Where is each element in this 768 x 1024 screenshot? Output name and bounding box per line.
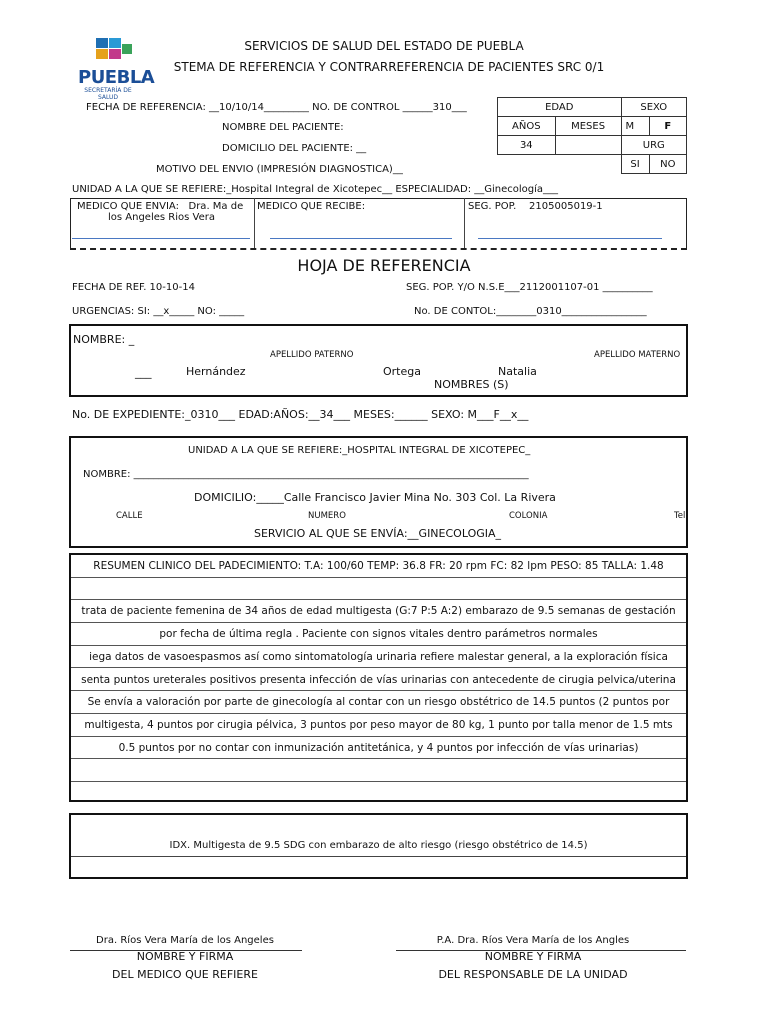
firma-left-name: Dra. Ríos Vera María de los Angeles xyxy=(96,935,274,946)
no-control: No. DE CONTOL:________0310_________________ xyxy=(414,306,647,317)
motivo-envio-label: MOTIVO DEL ENVIO (IMPRESIÓN DIAGNOSTICA)__ xyxy=(156,164,403,175)
urg-si: SI xyxy=(621,155,649,174)
firma-left-label1: NOMBRE Y FIRMA xyxy=(136,950,234,963)
resumen-text: por fecha de última regla . Paciente con signos vitales dentro parámetros normales xyxy=(159,628,598,641)
medico-envia-name: los Angeles Rios Vera xyxy=(108,212,215,223)
resumen-text: senta puntos ureterales positivos presenta infección de vías urinarias con antecedente de cirugia pelvica/uterina xyxy=(81,673,676,686)
resumen-text: iega datos de vasoespasmos así como sintomatología urinaria refiere malestar general, a la exploración física xyxy=(89,650,668,663)
sexo-header: SEXO xyxy=(621,98,686,117)
resumen-row xyxy=(71,759,686,782)
apellido-paterno: Hernández xyxy=(186,365,246,378)
apellido-materno-label: APELLIDO MATERNO xyxy=(594,350,681,360)
apellido-materno: Ortega xyxy=(383,365,421,378)
fecha-referencia: FECHA DE REFERENCIA: __10/10/14_________ NO. DE CONTROL ______310___ xyxy=(86,102,467,113)
nombre-box xyxy=(69,324,688,397)
firma-left-label2: DEL MEDICO QUE REFIERE xyxy=(112,968,258,981)
resumen-text: multigesta, 4 puntos por cirugia pélvica, 3 puntos por peso mayor de 80 kg, 1 punto por talla menor de 1.5 mts xyxy=(84,718,673,731)
meses-header: MESES xyxy=(555,117,621,136)
edad-header: EDAD xyxy=(498,98,622,117)
resumen-row xyxy=(71,691,686,714)
anos-value: 34 xyxy=(498,136,556,155)
medico-recibe-label: MEDICO QUE RECIBE: xyxy=(257,201,366,212)
resumen-text: RESUMEN CLINICO DEL PADECIMIENTO: T.A: 100/60 TEMP: 36.8 FR: 20 rpm FC: 82 lpm PESO: 85 TALLA: 1.48 xyxy=(93,560,664,572)
logo-word: PUEBLA xyxy=(78,67,155,88)
anos-header: AÑOS xyxy=(498,117,556,136)
nombre-label: NOMBRE: _ xyxy=(73,333,135,346)
resumen-row xyxy=(71,646,686,669)
urg-header: URG xyxy=(621,136,686,155)
medico-envia-label: MEDICO QUE ENVIA: Dra. Ma de xyxy=(77,201,244,212)
unidad-nombre: NOMBRE: _______________________________________________________________________________ xyxy=(83,469,529,480)
calle-label: CALLE xyxy=(116,511,143,521)
logo-sub: SECRETARÍA DE SALUD xyxy=(84,87,132,101)
expediente-line: No. DE EXPEDIENTE:_0310___ EDAD:AÑOS:__34___ MESES:______ SEXO: M___F__x__ xyxy=(72,408,529,421)
nombres: Natalia xyxy=(498,365,537,378)
colonia-label: COLONIA xyxy=(509,511,548,521)
hoja-title: HOJA DE REFERENCIA xyxy=(297,256,471,275)
resumen-row xyxy=(71,600,686,623)
resumen-row xyxy=(71,669,686,692)
puebla-logo xyxy=(78,36,155,102)
numero-label: NUMERO xyxy=(308,511,346,521)
tel-label: Tel xyxy=(674,511,686,521)
idx-box xyxy=(69,813,688,879)
resumen-text: Se envía a valoración por parte de ginecología al contar con un riesgo obstétrico de 14.5 puntos (2 puntos por xyxy=(87,696,670,709)
firma-right-label2: DEL RESPONSABLE DE LA UNIDAD xyxy=(438,968,628,981)
urg-no: NO xyxy=(649,155,686,174)
resumen-row xyxy=(71,623,686,646)
firma-right-name: P.A. Dra. Ríos Vera María de los Angles xyxy=(436,935,630,946)
header-subtitle: STEMA DE REFERENCIA Y CONTRARREFERENCIA DE PACIENTES SRC 0/1 xyxy=(173,60,605,74)
resumen-text: 0.5 puntos por no contar con inmunización antitetánica, y 4 puntos por infección de vías urinarias) xyxy=(118,741,639,754)
resumen-row xyxy=(71,737,686,760)
unidad-box xyxy=(69,436,688,548)
edad-sexo-table xyxy=(497,97,687,174)
resumen-text: trata de paciente femenina de 34 años de edad multigesta (G:7 P:5 A:2) embarazo de 9.5 semanas de gestación xyxy=(81,605,676,618)
seg-pop-nse: SEG. POP. Y/O N.S.E___2112001107-01 __________ xyxy=(406,282,653,293)
nombre-dash: ___ xyxy=(135,366,152,379)
resumen-row xyxy=(71,782,686,802)
apellido-paterno-label: APELLIDO PATERNO xyxy=(270,350,354,360)
domicilio-paciente-label: DOMICILIO DEL PACIENTE: __ xyxy=(222,143,367,154)
resumen-box xyxy=(69,553,688,802)
resumen-row xyxy=(71,578,686,601)
urgencias: URGENCIAS: SI: __x_____ NO: _____ xyxy=(72,306,245,317)
header-title: SERVICIOS DE SALUD DEL ESTADO DE PUEBLA xyxy=(244,39,524,53)
idx-text: IDX. Multigesta de 9.5 SDG con embarazo de alto riesgo (riesgo obstétrico de 14.5) xyxy=(169,840,588,851)
seg-pop-label: SEG. POP. 2105005019-1 xyxy=(468,201,603,212)
meses-value xyxy=(555,136,621,155)
fecha-ref: FECHA DE REF. 10-10-14 xyxy=(72,282,195,293)
firma-right-label1: NOMBRE Y FIRMA xyxy=(484,950,582,963)
sexo-m: M xyxy=(621,117,649,136)
servicio-envia: SERVICIO AL QUE SE ENVÍA:__GINECOLOGIA_ xyxy=(254,527,502,540)
nombre-paciente-label: NOMBRE DEL PACIENTE: xyxy=(222,122,344,133)
sexo-f: F xyxy=(649,117,686,136)
unidad-especialidad: UNIDAD A LA QUE SE REFIERE:_Hospital Integral de Xicotepec__ ESPECIALIDAD: __Ginecología___ xyxy=(72,184,559,195)
unidad-refiere: UNIDAD A LA QUE SE REFIERE:_HOSPITAL INTEGRAL DE XICOTEPEC_ xyxy=(188,445,531,456)
resumen-row xyxy=(71,714,686,737)
nombres-label: NOMBRES (S) xyxy=(434,378,509,391)
unidad-domicilio: DOMICILIO:_____Calle Francisco Javier Mina No. 303 Col. La Rivera xyxy=(194,491,556,504)
resumen-row xyxy=(71,555,686,578)
